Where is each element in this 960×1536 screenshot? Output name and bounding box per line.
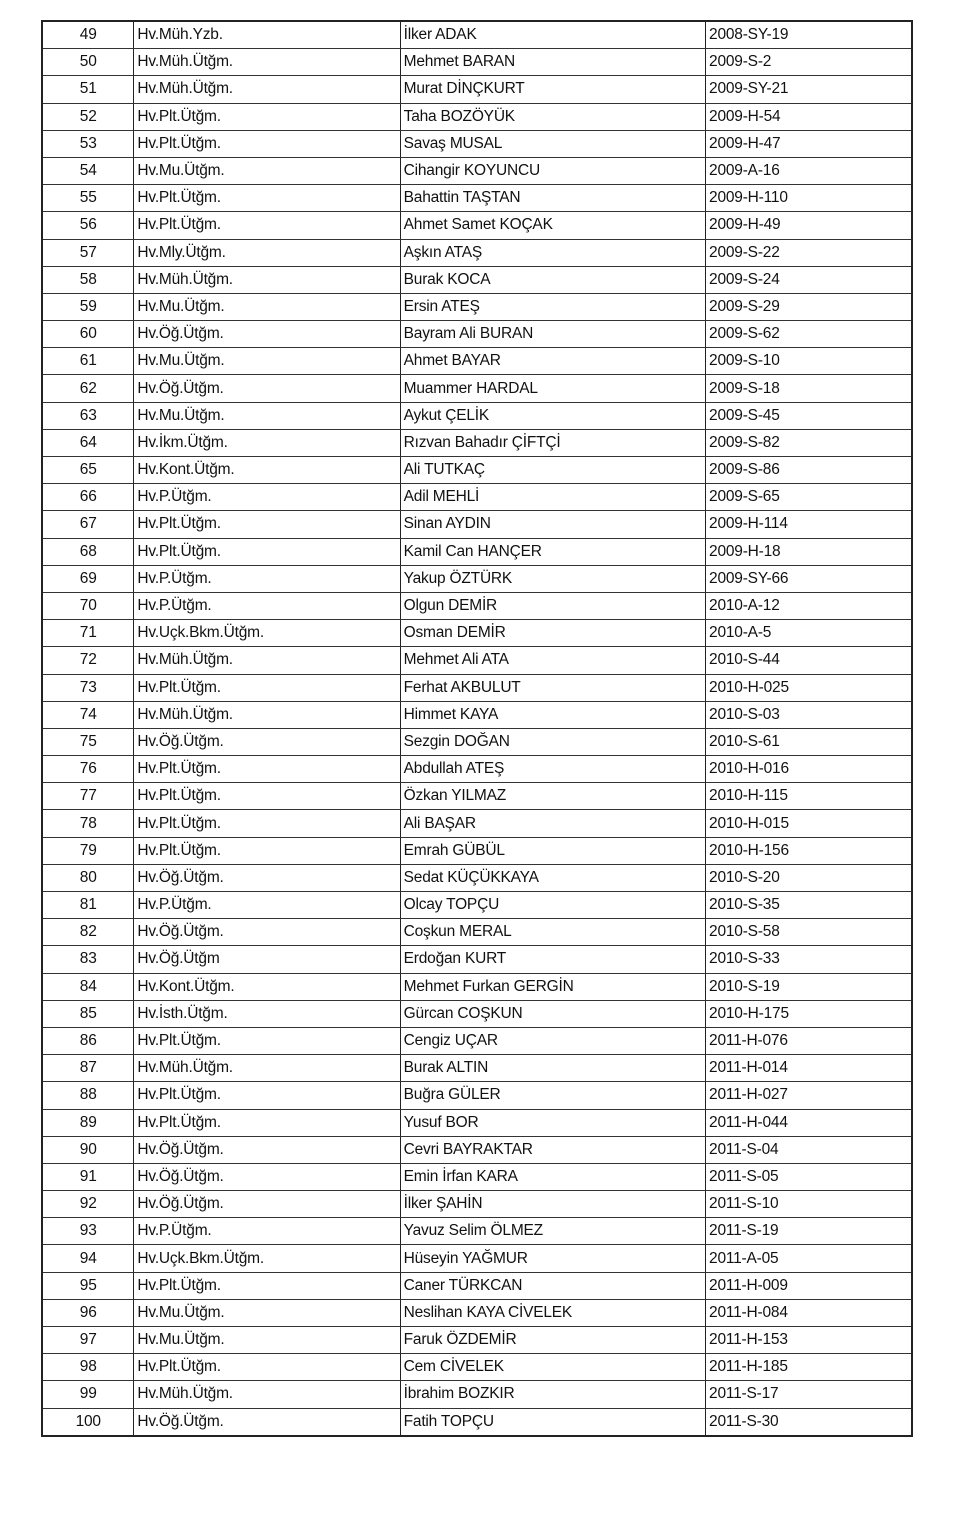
registry-number-cell: 2009-S-65 (706, 484, 912, 511)
table-row (42, 429, 912, 456)
table-row (42, 21, 912, 49)
person-name-cell: Abdullah ATEŞ (400, 756, 705, 783)
table-row (42, 1218, 912, 1245)
registry-number-cell: 2011-H-044 (706, 1109, 912, 1136)
rank-cell: Hv.Müh.Ütğm. (134, 266, 400, 293)
rank-cell: Hv.Mly.Ütğm. (134, 239, 400, 266)
row-number-cell: 49 (42, 21, 134, 49)
person-name-cell: Olgun DEMİR (400, 592, 705, 619)
table-row (42, 565, 912, 592)
row-number-cell: 100 (42, 1408, 134, 1436)
person-name-cell: Ersin ATEŞ (400, 293, 705, 320)
row-number-cell: 75 (42, 728, 134, 755)
row-number-cell: 99 (42, 1381, 134, 1408)
row-number-cell: 94 (42, 1245, 134, 1272)
row-number-cell: 55 (42, 185, 134, 212)
registry-number-cell: 2010-H-115 (706, 783, 912, 810)
registry-number-cell: 2011-S-30 (706, 1408, 912, 1436)
table-row (42, 973, 912, 1000)
table-row (42, 647, 912, 674)
rank-cell: Hv.Müh.Ütğm. (134, 1381, 400, 1408)
person-name-cell: İlker ŞAHİN (400, 1191, 705, 1218)
person-name-cell: Neslihan KAYA CİVELEK (400, 1299, 705, 1326)
rank-cell: Hv.Öğ.Ütğm. (134, 1136, 400, 1163)
person-name-cell: Yakup ÖZTÜRK (400, 565, 705, 592)
registry-number-cell: 2010-S-44 (706, 647, 912, 674)
registry-number-cell: 2009-S-18 (706, 375, 912, 402)
rank-cell: Hv.Plt.Ütğm. (134, 1272, 400, 1299)
table-row (42, 674, 912, 701)
registry-number-cell: 2011-S-04 (706, 1136, 912, 1163)
row-number-cell: 72 (42, 647, 134, 674)
table-row (42, 728, 912, 755)
row-number-cell: 88 (42, 1082, 134, 1109)
row-number-cell: 63 (42, 402, 134, 429)
table-row (42, 810, 912, 837)
person-name-cell: Aykut ÇELİK (400, 402, 705, 429)
person-name-cell: Cevri BAYRAKTAR (400, 1136, 705, 1163)
table-row (42, 1109, 912, 1136)
personnel-table (41, 20, 913, 1437)
row-number-cell: 93 (42, 1218, 134, 1245)
person-name-cell: Taha BOZÖYÜK (400, 103, 705, 130)
person-name-cell: Yusuf BOR (400, 1109, 705, 1136)
row-number-cell: 51 (42, 76, 134, 103)
table-row (42, 1327, 912, 1354)
row-number-cell: 54 (42, 157, 134, 184)
table-row (42, 212, 912, 239)
person-name-cell: Özkan YILMAZ (400, 783, 705, 810)
registry-number-cell: 2009-S-24 (706, 266, 912, 293)
rank-cell: Hv.Öğ.Ütğm. (134, 1191, 400, 1218)
rank-cell: Hv.Müh.Ütğm. (134, 76, 400, 103)
rank-cell: Hv.Öğ.Ütğm. (134, 375, 400, 402)
registry-number-cell: 2010-H-175 (706, 1000, 912, 1027)
table-row (42, 457, 912, 484)
registry-number-cell: 2010-A-12 (706, 592, 912, 619)
rank-cell: Hv.Müh.Yzb. (134, 21, 400, 49)
person-name-cell: İbrahim BOZKIR (400, 1381, 705, 1408)
table-row (42, 157, 912, 184)
registry-number-cell: 2009-H-18 (706, 538, 912, 565)
row-number-cell: 73 (42, 674, 134, 701)
table-row (42, 1299, 912, 1326)
row-number-cell: 67 (42, 511, 134, 538)
rank-cell: Hv.Plt.Ütğm. (134, 783, 400, 810)
table-row (42, 1136, 912, 1163)
rank-cell: Hv.Öğ.Ütğm. (134, 1408, 400, 1436)
table-row (42, 1163, 912, 1190)
registry-number-cell: 2009-S-86 (706, 457, 912, 484)
row-number-cell: 61 (42, 348, 134, 375)
registry-number-cell: 2011-S-19 (706, 1218, 912, 1245)
table-row (42, 511, 912, 538)
rank-cell: Hv.Plt.Ütğm. (134, 810, 400, 837)
table-row (42, 1354, 912, 1381)
row-number-cell: 97 (42, 1327, 134, 1354)
person-name-cell: Himmet KAYA (400, 701, 705, 728)
registry-number-cell: 2011-S-05 (706, 1163, 912, 1190)
registry-number-cell: 2010-S-03 (706, 701, 912, 728)
row-number-cell: 95 (42, 1272, 134, 1299)
row-number-cell: 78 (42, 810, 134, 837)
registry-number-cell: 2010-H-156 (706, 837, 912, 864)
rank-cell: Hv.P.Ütğm. (134, 592, 400, 619)
person-name-cell: Fatih TOPÇU (400, 1408, 705, 1436)
person-name-cell: Erdoğan KURT (400, 946, 705, 973)
personnel-table-body (42, 21, 912, 1436)
registry-number-cell: 2009-H-54 (706, 103, 912, 130)
table-row (42, 185, 912, 212)
row-number-cell: 71 (42, 620, 134, 647)
registry-number-cell: 2009-S-2 (706, 49, 912, 76)
row-number-cell: 86 (42, 1027, 134, 1054)
registry-number-cell: 2009-S-45 (706, 402, 912, 429)
rank-cell: Hv.Öğ.Ütğm (134, 946, 400, 973)
row-number-cell: 66 (42, 484, 134, 511)
table-row (42, 1055, 912, 1082)
registry-number-cell: 2010-H-016 (706, 756, 912, 783)
registry-number-cell: 2009-SY-66 (706, 565, 912, 592)
rank-cell: Hv.Mu.Ütğm. (134, 293, 400, 320)
person-name-cell: Ahmet BAYAR (400, 348, 705, 375)
rank-cell: Hv.Mu.Ütğm. (134, 157, 400, 184)
registry-number-cell: 2009-S-29 (706, 293, 912, 320)
row-number-cell: 82 (42, 919, 134, 946)
person-name-cell: Buğra GÜLER (400, 1082, 705, 1109)
rank-cell: Hv.P.Ütğm. (134, 1218, 400, 1245)
row-number-cell: 68 (42, 538, 134, 565)
rank-cell: Hv.Plt.Ütğm. (134, 212, 400, 239)
registry-number-cell: 2009-H-114 (706, 511, 912, 538)
person-name-cell: Sezgin DOĞAN (400, 728, 705, 755)
registry-number-cell: 2009-S-22 (706, 239, 912, 266)
table-row (42, 293, 912, 320)
table-row (42, 1027, 912, 1054)
table-row (42, 1000, 912, 1027)
person-name-cell: Aşkın ATAŞ (400, 239, 705, 266)
row-number-cell: 89 (42, 1109, 134, 1136)
registry-number-cell: 2009-S-82 (706, 429, 912, 456)
table-row (42, 919, 912, 946)
rank-cell: Hv.Kont.Ütğm. (134, 457, 400, 484)
table-row (42, 538, 912, 565)
row-number-cell: 70 (42, 592, 134, 619)
table-row (42, 783, 912, 810)
table-row (42, 1245, 912, 1272)
row-number-cell: 58 (42, 266, 134, 293)
table-row (42, 892, 912, 919)
registry-number-cell: 2010-S-19 (706, 973, 912, 1000)
person-name-cell: Yavuz Selim ÖLMEZ (400, 1218, 705, 1245)
rank-cell: Hv.Öğ.Ütğm. (134, 1163, 400, 1190)
person-name-cell: Osman DEMİR (400, 620, 705, 647)
person-name-cell: Mehmet Ali ATA (400, 647, 705, 674)
row-number-cell: 83 (42, 946, 134, 973)
row-number-cell: 96 (42, 1299, 134, 1326)
rank-cell: Hv.Müh.Ütğm. (134, 1055, 400, 1082)
table-row (42, 375, 912, 402)
registry-number-cell: 2010-H-025 (706, 674, 912, 701)
row-number-cell: 80 (42, 864, 134, 891)
table-row (42, 76, 912, 103)
person-name-cell: Cengiz UÇAR (400, 1027, 705, 1054)
table-row (42, 321, 912, 348)
rank-cell: Hv.Uçk.Bkm.Ütğm. (134, 620, 400, 647)
table-row (42, 864, 912, 891)
person-name-cell: Caner TÜRKCAN (400, 1272, 705, 1299)
rank-cell: Hv.Müh.Ütğm. (134, 49, 400, 76)
person-name-cell: Ali TUTKAÇ (400, 457, 705, 484)
table-row (42, 701, 912, 728)
rank-cell: Hv.İkm.Ütğm. (134, 429, 400, 456)
registry-number-cell: 2009-H-49 (706, 212, 912, 239)
row-number-cell: 50 (42, 49, 134, 76)
rank-cell: Hv.Plt.Ütğm. (134, 130, 400, 157)
rank-cell: Hv.Plt.Ütğm. (134, 185, 400, 212)
person-name-cell: Emin İrfan KARA (400, 1163, 705, 1190)
rank-cell: Hv.Müh.Ütğm. (134, 701, 400, 728)
table-row (42, 837, 912, 864)
table-row (42, 1408, 912, 1436)
rank-cell: Hv.P.Ütğm. (134, 565, 400, 592)
person-name-cell: Ali BAŞAR (400, 810, 705, 837)
row-number-cell: 87 (42, 1055, 134, 1082)
table-row (42, 348, 912, 375)
registry-number-cell: 2009-H-110 (706, 185, 912, 212)
person-name-cell: Bayram Ali BURAN (400, 321, 705, 348)
row-number-cell: 60 (42, 321, 134, 348)
rank-cell: Hv.Mu.Ütğm. (134, 1299, 400, 1326)
person-name-cell: Faruk ÖZDEMİR (400, 1327, 705, 1354)
rank-cell: Hv.Plt.Ütğm. (134, 538, 400, 565)
rank-cell: Hv.Öğ.Ütğm. (134, 321, 400, 348)
rank-cell: Hv.Öğ.Ütğm. (134, 728, 400, 755)
table-row (42, 103, 912, 130)
person-name-cell: Kamil Can HANÇER (400, 538, 705, 565)
registry-number-cell: 2010-S-35 (706, 892, 912, 919)
person-name-cell: Sedat KÜÇÜKKAYA (400, 864, 705, 891)
row-number-cell: 53 (42, 130, 134, 157)
rank-cell: Hv.Plt.Ütğm. (134, 1354, 400, 1381)
row-number-cell: 65 (42, 457, 134, 484)
registry-number-cell: 2010-S-61 (706, 728, 912, 755)
rank-cell: Hv.Plt.Ütğm. (134, 511, 400, 538)
registry-number-cell: 2011-H-014 (706, 1055, 912, 1082)
person-name-cell: Savaş MUSAL (400, 130, 705, 157)
row-number-cell: 77 (42, 783, 134, 810)
person-name-cell: Cem CİVELEK (400, 1354, 705, 1381)
person-name-cell: Ahmet Samet KOÇAK (400, 212, 705, 239)
rank-cell: Hv.Plt.Ütğm. (134, 837, 400, 864)
row-number-cell: 69 (42, 565, 134, 592)
person-name-cell: Gürcan COŞKUN (400, 1000, 705, 1027)
registry-number-cell: 2010-H-015 (706, 810, 912, 837)
table-row (42, 1381, 912, 1408)
table-row (42, 620, 912, 647)
rank-cell: Hv.Plt.Ütğm. (134, 1109, 400, 1136)
row-number-cell: 52 (42, 103, 134, 130)
rank-cell: Hv.Plt.Ütğm. (134, 674, 400, 701)
registry-number-cell: 2009-S-62 (706, 321, 912, 348)
person-name-cell: İlker ADAK (400, 21, 705, 49)
registry-number-cell: 2009-S-10 (706, 348, 912, 375)
row-number-cell: 64 (42, 429, 134, 456)
table-row (42, 1272, 912, 1299)
table-row (42, 239, 912, 266)
person-name-cell: Coşkun MERAL (400, 919, 705, 946)
person-name-cell: Sinan AYDIN (400, 511, 705, 538)
row-number-cell: 56 (42, 212, 134, 239)
table-row (42, 130, 912, 157)
registry-number-cell: 2011-H-084 (706, 1299, 912, 1326)
table-row (42, 402, 912, 429)
registry-number-cell: 2009-A-16 (706, 157, 912, 184)
row-number-cell: 90 (42, 1136, 134, 1163)
person-name-cell: Hüseyin YAĞMUR (400, 1245, 705, 1272)
person-name-cell: Rızvan Bahadır ÇİFTÇİ (400, 429, 705, 456)
table-row (42, 1082, 912, 1109)
table-row (42, 49, 912, 76)
person-name-cell: Olcay TOPÇU (400, 892, 705, 919)
registry-number-cell: 2008-SY-19 (706, 21, 912, 49)
registry-number-cell: 2011-S-10 (706, 1191, 912, 1218)
rank-cell: Hv.Öğ.Ütğm. (134, 864, 400, 891)
table-row (42, 592, 912, 619)
registry-number-cell: 2010-S-20 (706, 864, 912, 891)
row-number-cell: 57 (42, 239, 134, 266)
row-number-cell: 76 (42, 756, 134, 783)
person-name-cell: Burak ALTIN (400, 1055, 705, 1082)
registry-number-cell: 2011-H-027 (706, 1082, 912, 1109)
registry-number-cell: 2010-S-33 (706, 946, 912, 973)
registry-number-cell: 2011-H-009 (706, 1272, 912, 1299)
registry-number-cell: 2011-H-153 (706, 1327, 912, 1354)
rank-cell: Hv.P.Ütğm. (134, 892, 400, 919)
row-number-cell: 79 (42, 837, 134, 864)
person-name-cell: Murat DİNÇKURT (400, 76, 705, 103)
registry-number-cell: 2010-A-5 (706, 620, 912, 647)
registry-number-cell: 2011-H-076 (706, 1027, 912, 1054)
table-row (42, 266, 912, 293)
rank-cell: Hv.Uçk.Bkm.Ütğm. (134, 1245, 400, 1272)
rank-cell: Hv.Mu.Ütğm. (134, 1327, 400, 1354)
person-name-cell: Cihangir KOYUNCU (400, 157, 705, 184)
person-name-cell: Bahattin TAŞTAN (400, 185, 705, 212)
row-number-cell: 92 (42, 1191, 134, 1218)
person-name-cell: Adil MEHLİ (400, 484, 705, 511)
person-name-cell: Mehmet Furkan GERGİN (400, 973, 705, 1000)
registry-number-cell: 2011-H-185 (706, 1354, 912, 1381)
registry-number-cell: 2010-S-58 (706, 919, 912, 946)
rank-cell: Hv.Plt.Ütğm. (134, 103, 400, 130)
rank-cell: Hv.Plt.Ütğm. (134, 1082, 400, 1109)
row-number-cell: 74 (42, 701, 134, 728)
table-row (42, 484, 912, 511)
person-name-cell: Muammer HARDAL (400, 375, 705, 402)
row-number-cell: 84 (42, 973, 134, 1000)
rank-cell: Hv.Kont.Ütğm. (134, 973, 400, 1000)
rank-cell: Hv.Öğ.Ütğm. (134, 919, 400, 946)
row-number-cell: 81 (42, 892, 134, 919)
table-row (42, 946, 912, 973)
row-number-cell: 59 (42, 293, 134, 320)
rank-cell: Hv.Mu.Ütğm. (134, 402, 400, 429)
rank-cell: Hv.Plt.Ütğm. (134, 756, 400, 783)
row-number-cell: 62 (42, 375, 134, 402)
registry-number-cell: 2011-S-17 (706, 1381, 912, 1408)
row-number-cell: 91 (42, 1163, 134, 1190)
registry-number-cell: 2009-SY-21 (706, 76, 912, 103)
rank-cell: Hv.Mu.Ütğm. (134, 348, 400, 375)
row-number-cell: 98 (42, 1354, 134, 1381)
rank-cell: Hv.P.Ütğm. (134, 484, 400, 511)
table-row (42, 756, 912, 783)
person-name-cell: Burak KOCA (400, 266, 705, 293)
rank-cell: Hv.Müh.Ütğm. (134, 647, 400, 674)
row-number-cell: 85 (42, 1000, 134, 1027)
person-name-cell: Emrah GÜBÜL (400, 837, 705, 864)
rank-cell: Hv.İsth.Ütğm. (134, 1000, 400, 1027)
person-name-cell: Mehmet BARAN (400, 49, 705, 76)
table-row (42, 1191, 912, 1218)
rank-cell: Hv.Plt.Ütğm. (134, 1027, 400, 1054)
registry-number-cell: 2011-A-05 (706, 1245, 912, 1272)
registry-number-cell: 2009-H-47 (706, 130, 912, 157)
person-name-cell: Ferhat AKBULUT (400, 674, 705, 701)
